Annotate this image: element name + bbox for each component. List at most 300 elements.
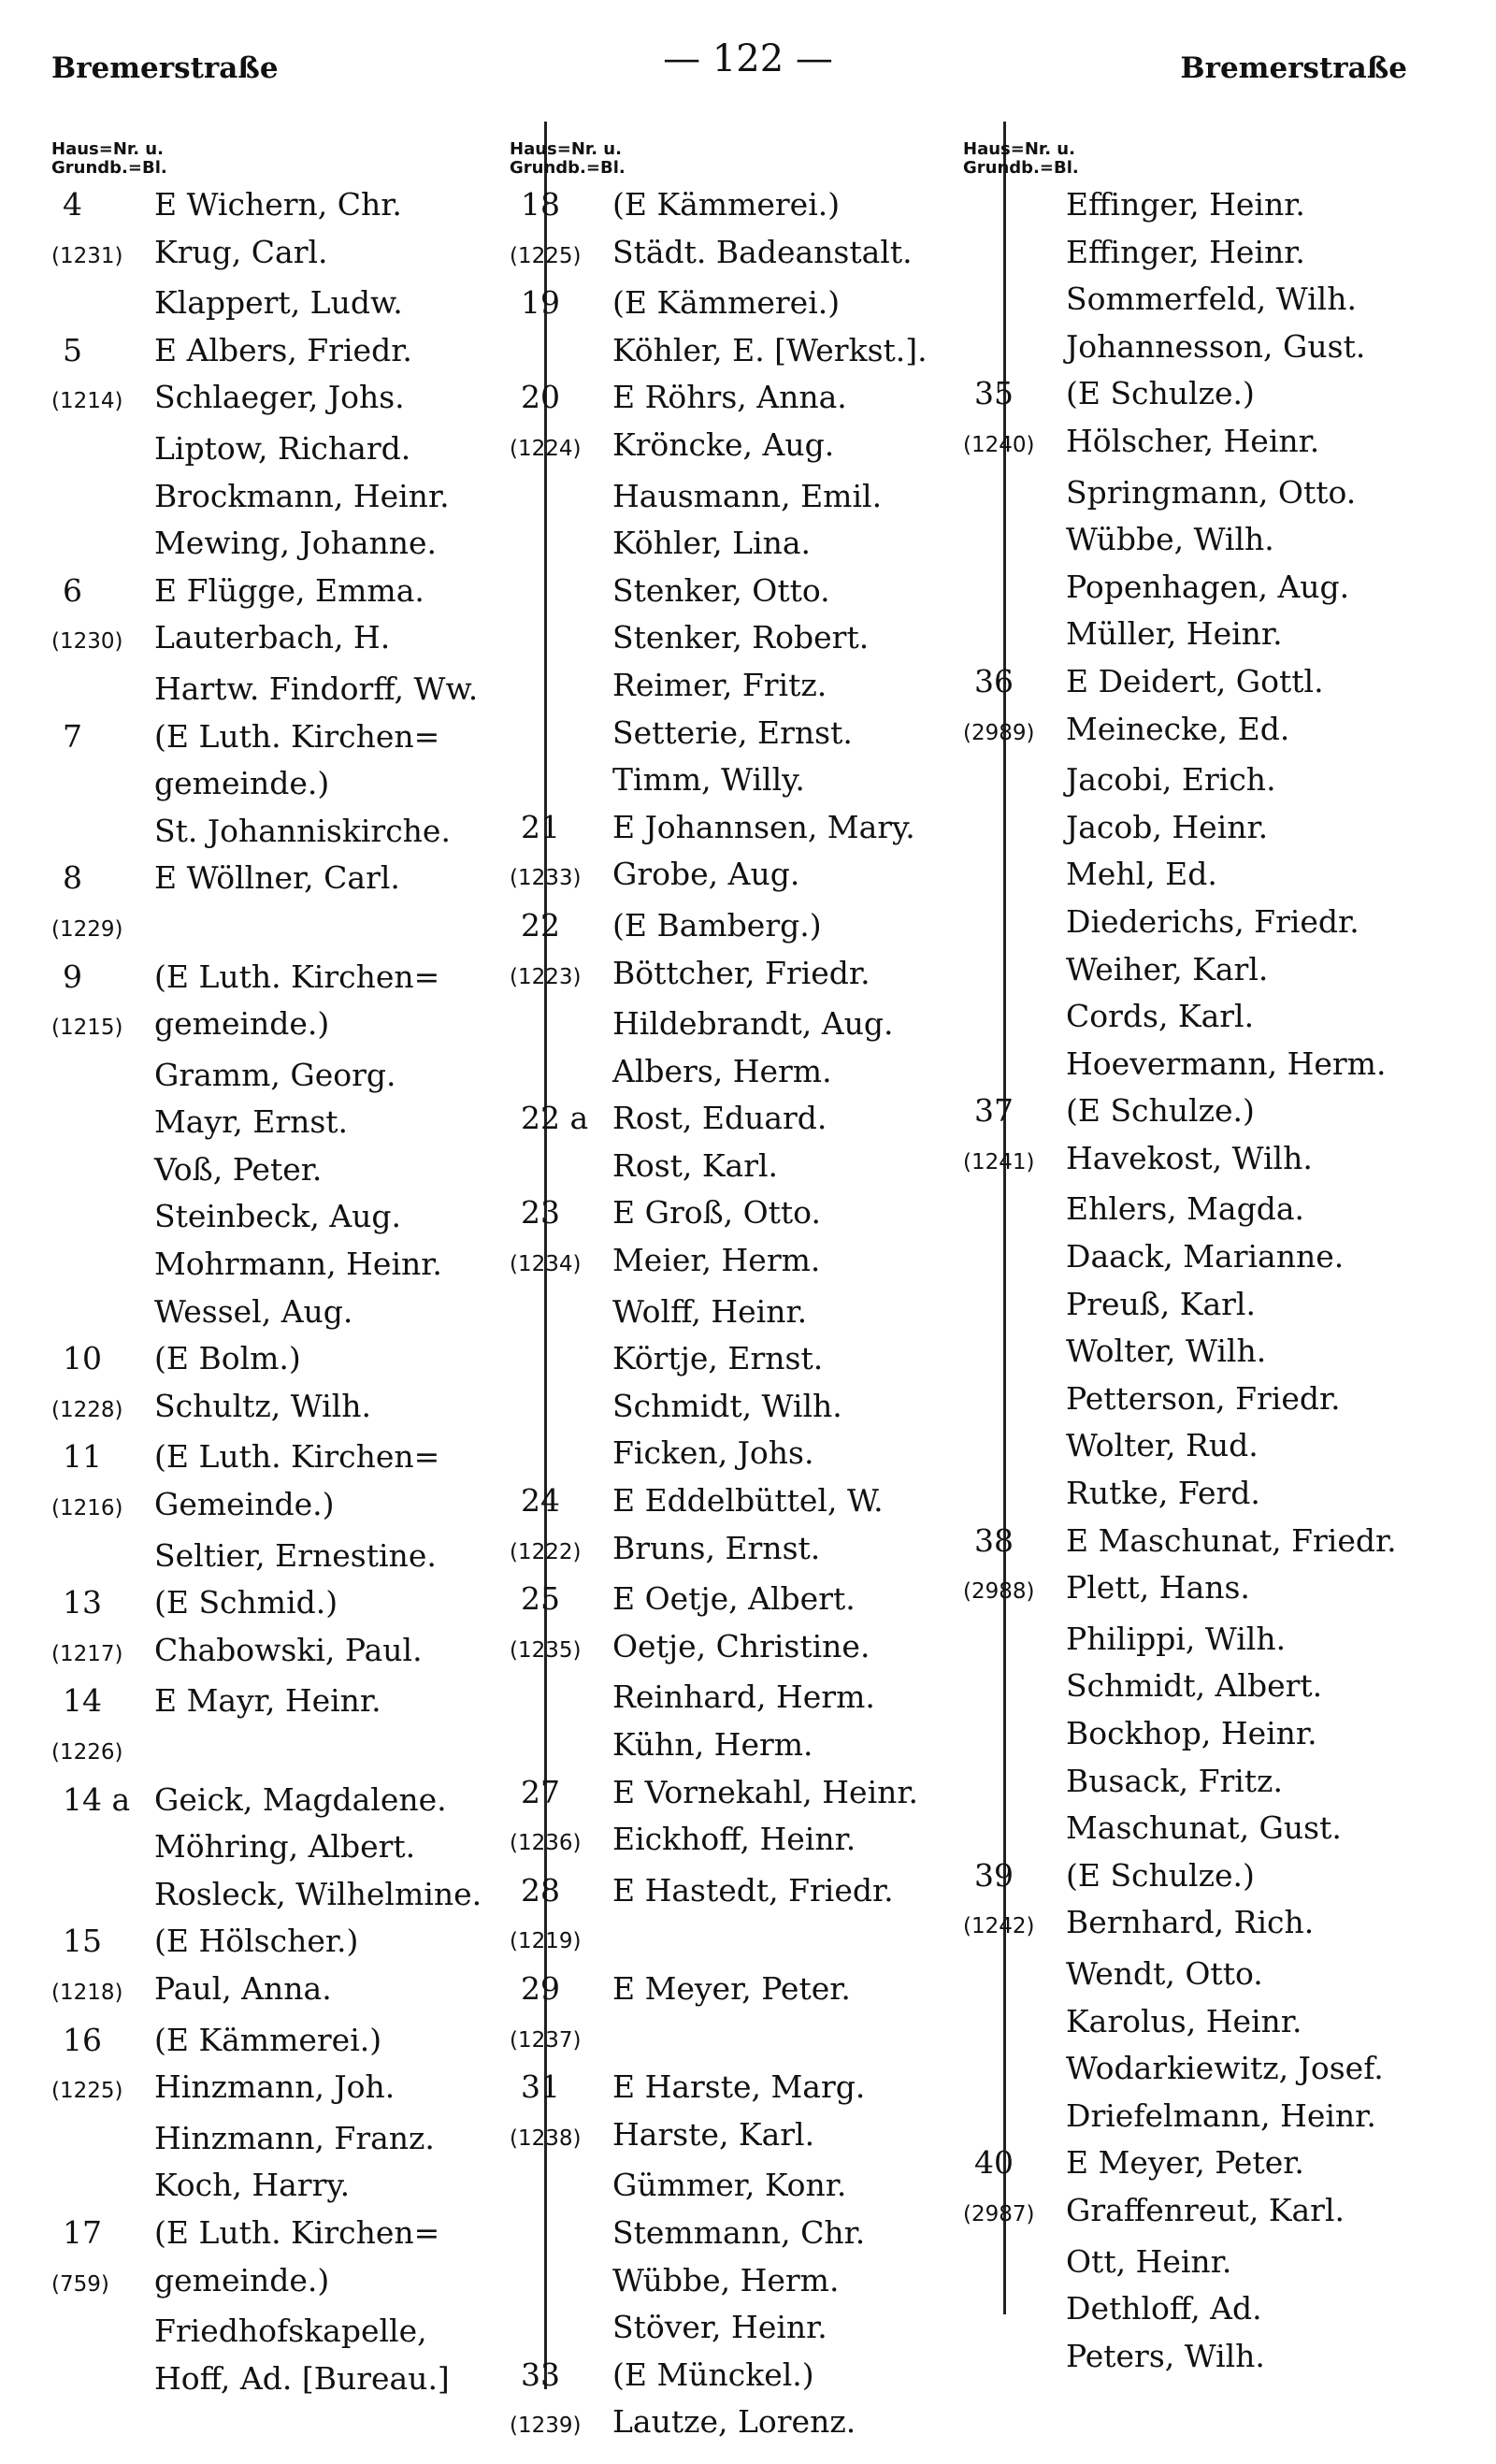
directory-entry xyxy=(51,473,500,521)
resident-name: Stenker, Robert. xyxy=(612,619,870,656)
directory-entry xyxy=(51,1725,500,1777)
resident-name: Chabowski, Paul. xyxy=(154,1631,423,1668)
directory-entry xyxy=(963,1616,1412,1664)
house-number: 25 xyxy=(521,1580,560,1618)
land-register-number: (1222) xyxy=(510,1539,582,1564)
resident-name: Peters, Wilh. xyxy=(1066,2337,1265,2374)
house-number-cell xyxy=(510,1189,612,1237)
directory-entry xyxy=(510,1477,958,1525)
directory-entry xyxy=(51,425,500,473)
resident-name: E Eddelbüttel, W. xyxy=(612,1482,884,1520)
land-register-number: (1230) xyxy=(51,629,123,655)
directory-entry xyxy=(963,946,1412,994)
directory-entry xyxy=(51,1434,500,1481)
house-number: 13 xyxy=(63,1584,102,1621)
directory-entry xyxy=(51,2308,500,2356)
column-header xyxy=(51,140,500,180)
house-number-cell xyxy=(51,614,154,666)
directory-entry xyxy=(510,327,958,375)
resident-name: Wolter, Rud. xyxy=(1066,1427,1259,1464)
directory-entry xyxy=(510,2352,958,2399)
resident-name: Springmann, Otto. xyxy=(1066,473,1357,511)
directory-entry xyxy=(51,2115,500,2163)
directory-entry xyxy=(51,808,500,856)
house-number-cell xyxy=(510,1525,612,1577)
land-register-number: (1216) xyxy=(51,1496,123,1521)
house-number-cell xyxy=(51,1335,154,1383)
directory-entry xyxy=(51,1966,500,2017)
house-number-cell xyxy=(51,713,154,761)
resident-name: (E Luth. Kirchen= xyxy=(154,958,440,995)
house-number-cell xyxy=(51,2210,154,2257)
house-number-cell xyxy=(963,706,1066,757)
directory-entry xyxy=(963,1422,1412,1470)
land-register-number: (1225) xyxy=(51,2079,123,2104)
resident-name: Plett, Hans. xyxy=(1066,1569,1250,1607)
directory-entry xyxy=(510,2162,958,2210)
directory-entry xyxy=(963,756,1412,804)
resident-name: (E Kämmerei.) xyxy=(154,2021,382,2058)
house-number: 11 xyxy=(63,1438,102,1476)
directory-entry xyxy=(963,1135,1412,1187)
directory-entry xyxy=(51,229,500,281)
resident-name: E Wichern, Chr. xyxy=(154,186,402,223)
house-number: 27 xyxy=(521,1773,560,1810)
directory-entry xyxy=(963,1376,1412,1423)
land-register-number: (1229) xyxy=(51,916,123,942)
house-number-cell xyxy=(510,902,612,950)
directory-entry xyxy=(510,756,958,804)
house-number: 22 xyxy=(521,906,560,944)
land-register-number: (1228) xyxy=(51,1397,123,1422)
directory-entry xyxy=(51,1001,500,1052)
entry-list xyxy=(510,181,958,2450)
directory-entry xyxy=(963,1951,1412,1998)
directory-entry xyxy=(51,1871,500,1919)
resident-name: Wendt, Otto. xyxy=(1066,1954,1263,1992)
land-register-number: (1223) xyxy=(510,964,582,989)
resident-name: Ehlers, Magda. xyxy=(1066,1190,1304,1228)
house-number-cell xyxy=(510,1477,612,1525)
directory-entry xyxy=(51,1823,500,1871)
land-register-number: (1219) xyxy=(510,1929,582,1954)
directory-entry xyxy=(51,181,500,229)
directory-entry xyxy=(51,1777,500,1824)
directory-entry xyxy=(510,473,958,521)
house-number-cell xyxy=(510,950,612,1001)
resident-name: E Maschunat, Friedr. xyxy=(1066,1521,1397,1559)
directory-entry xyxy=(51,2257,500,2309)
house-number-cell xyxy=(51,1627,154,1679)
house-number: 40 xyxy=(974,2144,1014,2182)
house-number-cell xyxy=(510,1576,612,1623)
resident-name: Schlaeger, Johs. xyxy=(154,379,405,416)
directory-entry xyxy=(963,2045,1412,2093)
house-number-cell xyxy=(51,327,154,375)
house-number: 24 xyxy=(521,1482,560,1520)
directory-entry xyxy=(510,1335,958,1383)
land-register-number: (1241) xyxy=(963,1149,1035,1174)
resident-name: Havekost, Wilh. xyxy=(1066,1139,1313,1176)
house-number-cell xyxy=(51,954,154,1001)
directory-entry xyxy=(51,614,500,666)
house-number-cell xyxy=(510,2064,612,2111)
resident-name: Bernhard, Rich. xyxy=(1066,1904,1315,1941)
directory-entry xyxy=(51,855,500,902)
resident-name: Koch, Harry. xyxy=(154,2167,351,2204)
resident-name: Philippi, Wilh. xyxy=(1066,1620,1287,1657)
directory-entry xyxy=(510,1237,958,1289)
house-number-cell xyxy=(510,1816,612,1867)
directory-entry xyxy=(510,1525,958,1577)
column-header-line: Haus=Nr. u. xyxy=(51,139,164,159)
land-register-number: (1215) xyxy=(51,1016,123,1041)
directory-entry xyxy=(510,2013,958,2065)
directory-entry xyxy=(510,851,958,902)
house-number-cell xyxy=(963,1518,1066,1565)
land-register-number: (1238) xyxy=(510,2125,582,2151)
column-header-line: Grundb.=Bl. xyxy=(51,158,167,178)
house-number-cell xyxy=(963,2140,1066,2187)
house-number: 36 xyxy=(974,662,1014,699)
directory-entry xyxy=(51,1052,500,1100)
directory-entry xyxy=(510,2257,958,2305)
directory-entry xyxy=(963,1518,1412,1565)
resident-name: Köhler, Lina. xyxy=(612,525,811,562)
directory-entry xyxy=(51,1579,500,1627)
column-header-line: Haus=Nr. u. xyxy=(510,139,622,159)
resident-name: gemeinde.) xyxy=(154,765,330,802)
column-1 xyxy=(51,140,500,2402)
house-number-cell xyxy=(963,2187,1066,2239)
resident-name: Liptow, Richard. xyxy=(154,429,411,467)
directory-entry xyxy=(510,2111,958,2163)
resident-name: Schmidt, Albert. xyxy=(1066,1667,1323,1705)
house-number: 29 xyxy=(521,1969,560,2007)
directory-entry xyxy=(963,2239,1412,2286)
resident-name: Grobe, Aug. xyxy=(612,856,800,893)
land-register-number: (1242) xyxy=(963,1914,1035,1939)
directory-entry xyxy=(963,370,1412,418)
house-number-cell xyxy=(510,1623,612,1675)
resident-name: (E Luth. Kirchen= xyxy=(154,2213,440,2251)
directory-entry xyxy=(510,181,958,229)
house-number-cell xyxy=(510,1966,612,2013)
resident-name: Mewing, Johanne. xyxy=(154,525,438,562)
directory-entry xyxy=(963,1233,1412,1281)
resident-name: Böttcher, Friedr. xyxy=(612,954,870,991)
resident-name: Stenker, Otto. xyxy=(612,571,830,609)
directory-entry xyxy=(51,520,500,568)
directory-entry xyxy=(510,568,958,615)
directory-entry xyxy=(963,706,1412,757)
resident-name: Kröncke, Aug. xyxy=(612,425,835,463)
house-number-cell xyxy=(510,851,612,902)
resident-name: (E Bolm.) xyxy=(154,1340,301,1377)
resident-name: Voß, Peter. xyxy=(154,1150,323,1188)
resident-name: gemeinde.) xyxy=(154,1005,330,1043)
resident-name: St. Johanniskirche. xyxy=(154,812,451,849)
house-number: 6 xyxy=(63,571,82,609)
land-register-number: (1218) xyxy=(51,1980,123,2005)
resident-name: gemeinde.) xyxy=(154,2261,330,2298)
house-number-cell xyxy=(51,568,154,615)
house-number: 37 xyxy=(974,1092,1014,1130)
directory-entry xyxy=(963,1758,1412,1806)
resident-name: Müller, Heinr. xyxy=(1066,615,1283,653)
directory-entry xyxy=(510,2210,958,2257)
resident-name: Seltier, Ernestine. xyxy=(154,1536,437,1574)
directory-entry xyxy=(963,899,1412,946)
house-number: 18 xyxy=(521,186,560,223)
resident-name: Setterie, Ernst. xyxy=(612,713,853,751)
directory-entry xyxy=(963,1998,1412,2046)
directory-entry xyxy=(963,1663,1412,1710)
directory-entry xyxy=(963,1710,1412,1758)
resident-name: Hölscher, Heinr. xyxy=(1066,422,1320,459)
resident-name: Popenhagen, Aug. xyxy=(1066,568,1350,605)
directory-entry xyxy=(510,1001,958,1048)
running-head-right: Bremerstraße xyxy=(1180,51,1407,85)
resident-name: (E Schulze.) xyxy=(1066,1856,1255,1894)
resident-name: Timm, Willy. xyxy=(612,761,805,799)
resident-name: Rost, Karl. xyxy=(612,1146,779,1184)
resident-name: Brockmann, Heinr. xyxy=(154,477,450,514)
resident-name: Ott, Heinr. xyxy=(1066,2242,1232,2280)
directory-entry xyxy=(51,1146,500,1194)
directory-entry xyxy=(51,1481,500,1533)
directory-entry xyxy=(51,1383,500,1434)
directory-entry xyxy=(51,1335,500,1383)
resident-name: Mohrmann, Heinr. xyxy=(154,1246,442,1283)
resident-name: (E Schmid.) xyxy=(154,1584,338,1621)
resident-name: Hildebrandt, Aug. xyxy=(612,1005,894,1043)
house-number-cell xyxy=(51,2257,154,2309)
house-number-cell xyxy=(510,1095,612,1143)
resident-name: Daack, Marianne. xyxy=(1066,1238,1345,1275)
resident-name: E Groß, Otto. xyxy=(612,1194,821,1232)
land-register-number: (2988) xyxy=(963,1579,1035,1605)
directory-entry xyxy=(963,418,1412,469)
resident-name: (E Bamberg.) xyxy=(612,906,822,944)
house-number: 17 xyxy=(63,2213,102,2251)
land-register-number: (1226) xyxy=(51,1740,123,1765)
house-number: 5 xyxy=(63,331,82,368)
directory-entry xyxy=(51,902,500,954)
resident-name: Bockhop, Heinr. xyxy=(1066,1715,1317,1751)
directory-entry xyxy=(963,1088,1412,1135)
directory-entry xyxy=(963,469,1412,517)
house-number-cell xyxy=(51,1579,154,1627)
resident-name: Preuß, Karl. xyxy=(1066,1285,1256,1322)
directory-entry xyxy=(963,276,1412,324)
house-number: 39 xyxy=(974,1856,1014,1894)
resident-name: E Deidert, Gottl. xyxy=(1066,662,1324,699)
house-number: 38 xyxy=(974,1521,1014,1559)
resident-name: Wolff, Heinr. xyxy=(612,1292,808,1330)
directory-entry xyxy=(963,324,1412,371)
house-number-cell xyxy=(963,1135,1066,1187)
resident-name: (E Luth. Kirchen= xyxy=(154,1438,440,1476)
land-register-number: (1233) xyxy=(510,866,582,891)
resident-name: Mehl, Ed. xyxy=(1066,856,1217,893)
resident-name: Gümmer, Konr. xyxy=(612,2167,847,2204)
resident-name: Hinzmann, Joh. xyxy=(154,2068,396,2106)
resident-name: Effinger, Heinr. xyxy=(1066,186,1305,223)
directory-entry xyxy=(510,662,958,710)
house-number: 14 xyxy=(63,1682,102,1720)
resident-name: Karolus, Heinr. xyxy=(1066,2002,1302,2039)
resident-name: Rutke, Ferd. xyxy=(1066,1475,1260,1512)
house-number-cell xyxy=(510,2352,612,2399)
house-number: 35 xyxy=(974,375,1014,412)
entry-list xyxy=(963,181,1412,2380)
directory-entry xyxy=(510,1623,958,1675)
directory-entry xyxy=(51,1678,500,1725)
resident-name: E Mayr, Heinr. xyxy=(154,1682,381,1720)
directory-entry xyxy=(51,760,500,808)
directory-entry xyxy=(510,1867,958,1915)
resident-name: Reinhard, Herm. xyxy=(612,1679,875,1716)
resident-name: Hartw. Findorff, Ww. xyxy=(154,670,479,707)
directory-entry xyxy=(963,181,1412,229)
house-number-cell xyxy=(51,1966,154,2017)
house-number: 16 xyxy=(63,2021,102,2058)
resident-name: Graffenreut, Karl. xyxy=(1066,2191,1345,2228)
land-register-number: (759) xyxy=(51,2271,109,2297)
house-number-cell xyxy=(51,229,154,281)
resident-name: (E Luth. Kirchen= xyxy=(154,717,440,755)
resident-name: Effinger, Heinr. xyxy=(1066,233,1305,270)
house-number: 4 xyxy=(63,186,82,223)
house-number-cell xyxy=(510,280,612,327)
directory-entry xyxy=(51,568,500,615)
resident-name: (E Kämmerei.) xyxy=(612,186,841,223)
house-number-cell xyxy=(963,1899,1066,1951)
resident-name: Rost, Eduard. xyxy=(612,1100,827,1137)
directory-entry xyxy=(963,804,1412,852)
house-number: 8 xyxy=(63,859,82,897)
land-register-number: (1240) xyxy=(963,432,1035,457)
directory-entry xyxy=(963,2333,1412,2381)
directory-entry xyxy=(510,804,958,852)
resident-name: Lautze, Lorenz. xyxy=(612,2403,856,2441)
house-number-cell xyxy=(510,422,612,473)
house-number: 10 xyxy=(63,1340,102,1377)
land-register-number: (2987) xyxy=(963,2201,1035,2226)
directory-entry xyxy=(510,950,958,1001)
resident-name: Stemmann, Chr. xyxy=(612,2213,866,2251)
resident-name: E Wöllner, Carl. xyxy=(154,859,400,897)
directory-entry xyxy=(510,1430,958,1477)
directory-entry xyxy=(51,1099,500,1146)
resident-name: Diederichs, Friedr. xyxy=(1066,902,1359,940)
directory-entry xyxy=(51,327,500,375)
resident-name: Bruns, Ernst. xyxy=(612,1529,821,1566)
resident-name: Kühn, Herm. xyxy=(612,1726,813,1763)
directory-entry xyxy=(963,1328,1412,1376)
entry-list xyxy=(51,181,500,2402)
resident-name: E Johannsen, Mary. xyxy=(612,808,915,845)
directory-entry xyxy=(51,1193,500,1241)
house-number-cell xyxy=(51,1001,154,1052)
directory-entry xyxy=(51,2017,500,2065)
page-number: — 122 — xyxy=(663,37,833,80)
house-number-cell xyxy=(51,1678,154,1725)
house-number: 28 xyxy=(521,1871,560,1909)
house-number-cell xyxy=(51,855,154,902)
directory-entry xyxy=(510,1674,958,1722)
directory-entry xyxy=(510,1722,958,1769)
resident-name: Hoevermann, Herm. xyxy=(1066,1045,1387,1082)
resident-name: Gramm, Georg. xyxy=(154,1056,396,1093)
directory-entry xyxy=(510,902,958,950)
directory-entry xyxy=(51,2356,500,2403)
directory-entry xyxy=(963,1805,1412,1852)
resident-name: Jacobi, Erich. xyxy=(1066,761,1276,799)
resident-name: Steinbeck, Aug. xyxy=(154,1198,402,1235)
resident-name: Albers, Herm. xyxy=(612,1052,832,1089)
house-number-cell xyxy=(51,374,154,425)
resident-name: Harste, Karl. xyxy=(612,2115,815,2153)
house-number-cell xyxy=(510,1769,612,1817)
house-number: 31 xyxy=(521,2068,560,2106)
directory-entry xyxy=(963,611,1412,658)
directory-entry xyxy=(51,1918,500,1966)
resident-name: Wessel, Aug. xyxy=(154,1292,353,1330)
directory-entry xyxy=(510,2399,958,2450)
directory-entry xyxy=(510,710,958,757)
resident-name: Oetje, Christine. xyxy=(612,1627,870,1664)
directory-entry xyxy=(51,1289,500,1336)
directory-entry xyxy=(510,614,958,662)
directory-entry xyxy=(510,1914,958,1966)
resident-name: Wübbe, Herm. xyxy=(612,2261,840,2298)
directory-entry xyxy=(510,520,958,568)
resident-name: Eickhoff, Heinr. xyxy=(612,1821,856,1858)
house-number-cell xyxy=(51,181,154,229)
column-header-line: Grundb.=Bl. xyxy=(963,158,1079,178)
resident-name: Petterson, Friedr. xyxy=(1066,1379,1341,1417)
column-header-line: Haus=Nr. u. xyxy=(963,139,1075,159)
land-register-number: (1236) xyxy=(510,1831,582,1856)
house-number: 33 xyxy=(521,2356,560,2393)
column-header-line: Grundb.=Bl. xyxy=(510,158,626,178)
directory-entry xyxy=(51,1533,500,1580)
resident-name: Schultz, Wilh. xyxy=(154,1387,371,1424)
resident-name: Hausmann, Emil. xyxy=(612,477,883,514)
resident-name: E Flügge, Emma. xyxy=(154,571,424,609)
house-number-cell xyxy=(963,1852,1066,1900)
directory-entry xyxy=(963,516,1412,564)
directory-entry xyxy=(963,2285,1412,2333)
directory-entry xyxy=(963,1186,1412,1233)
directory-entry xyxy=(963,993,1412,1041)
house-number: 7 xyxy=(63,717,82,755)
house-number-cell xyxy=(51,1481,154,1533)
house-number: 14 a xyxy=(63,1780,131,1818)
directory-entry xyxy=(510,1966,958,2013)
house-number: 9 xyxy=(63,958,82,995)
resident-name: Hinzmann, Franz. xyxy=(154,2119,435,2156)
land-register-number: (1224) xyxy=(510,436,582,461)
house-number: 15 xyxy=(63,1923,102,1960)
directory-entry xyxy=(963,1899,1412,1951)
house-number-cell xyxy=(510,2013,612,2065)
resident-name: (E Münckel.) xyxy=(612,2356,814,2393)
directory-entry xyxy=(510,1289,958,1336)
house-number-cell xyxy=(510,1237,612,1289)
